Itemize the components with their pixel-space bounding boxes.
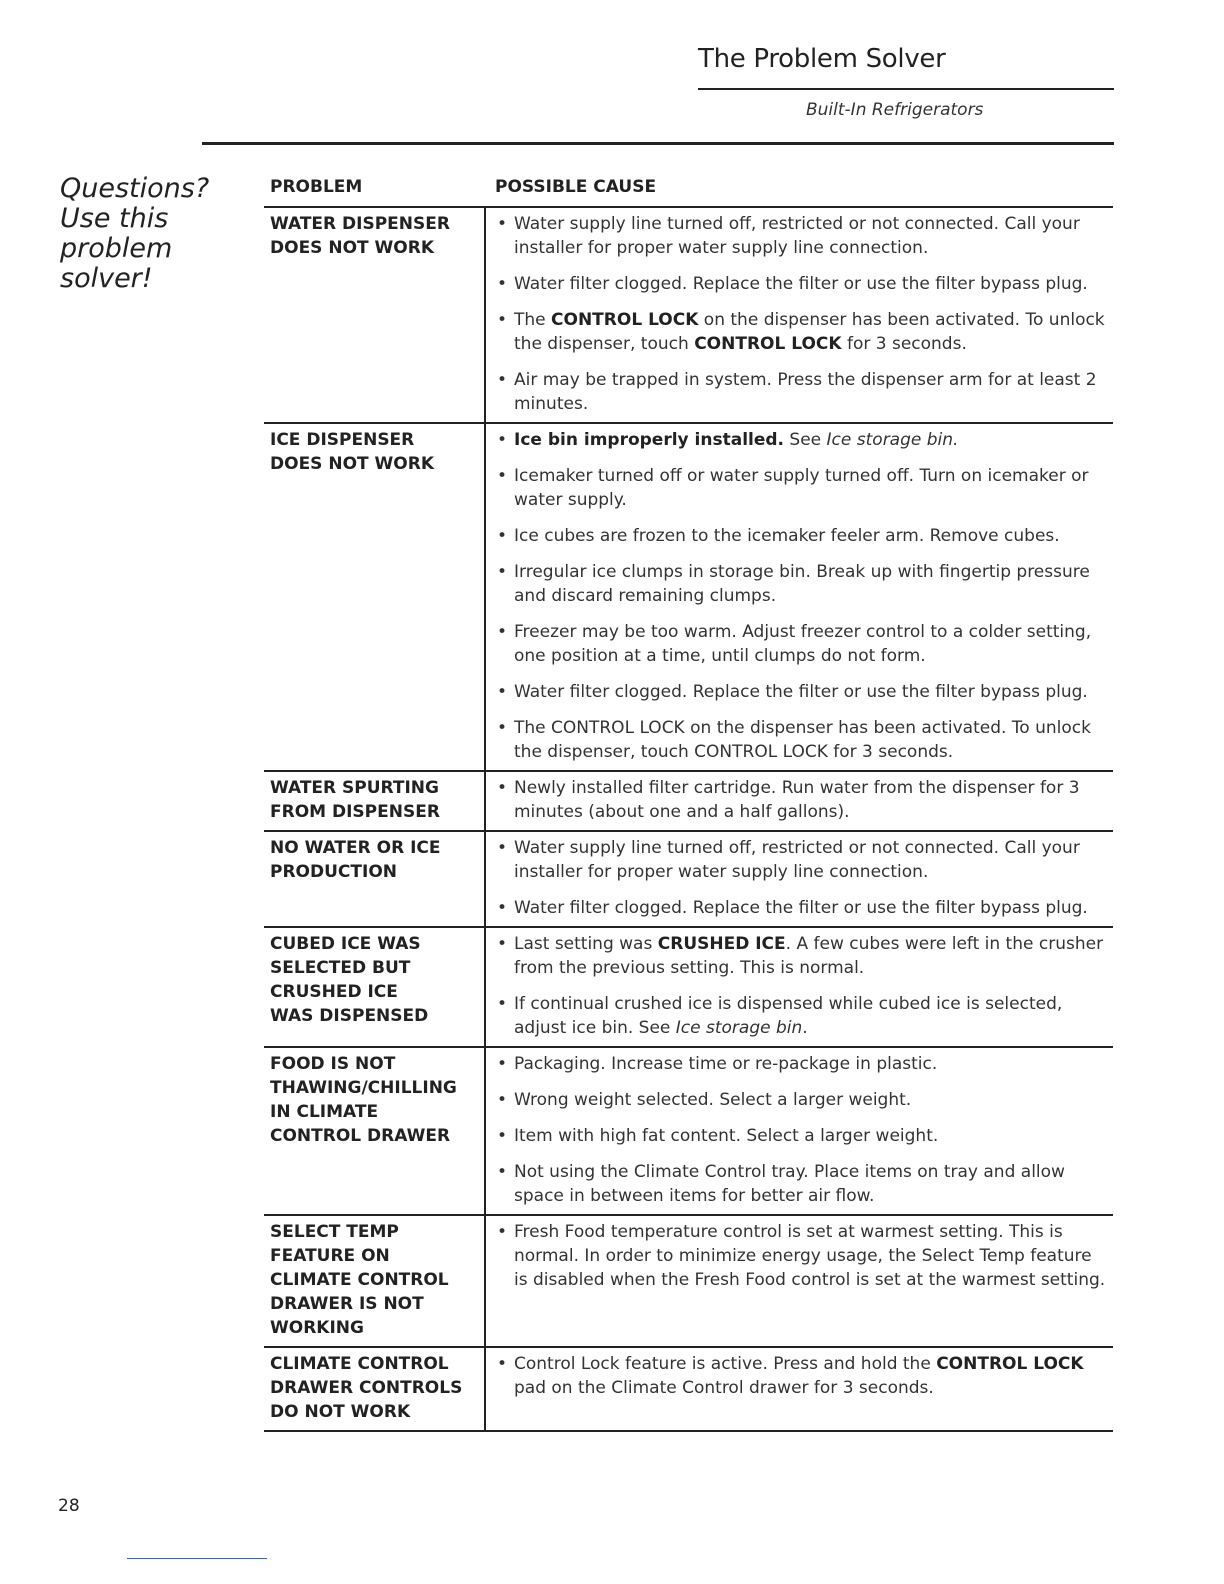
cause-cell — [486, 1348, 1113, 1430]
problem-line: CLIMATE CONTROL — [270, 1354, 449, 1374]
cause-text: Last setting was — [514, 934, 658, 954]
problem-line: WAS DISPENSED — [270, 1006, 429, 1026]
problem-line: DOES NOT WORK — [270, 238, 434, 258]
problem-line: DRAWER CONTROLS — [270, 1378, 463, 1398]
cause-bullet — [492, 620, 1107, 668]
cause-text: for 3 seconds. — [841, 334, 967, 354]
problem-line: FEATURE ON — [270, 1246, 390, 1266]
problem-solver-table — [264, 172, 1113, 1432]
cause-bullet — [492, 1352, 1107, 1400]
cause-bullet — [492, 368, 1107, 416]
cause-text: Air may be trapped in system. Press the dispenser arm for at least 2 minutes. — [514, 370, 1097, 414]
cause-bullet — [492, 680, 1107, 704]
cause-cell — [486, 1216, 1113, 1346]
table-row — [264, 1348, 1113, 1432]
problem-cell — [264, 1048, 486, 1214]
sidebar-prompt — [60, 174, 210, 294]
table-body — [264, 208, 1113, 1432]
cause-bullet — [492, 464, 1107, 512]
table-row — [264, 1048, 1113, 1216]
cause-text: CONTROL LOCK — [551, 310, 699, 330]
problem-line: SELECTED BUT — [270, 958, 411, 978]
cause-cell — [486, 832, 1113, 926]
sidebar-line: solver! — [60, 263, 153, 294]
header-rule — [202, 142, 1114, 145]
cause-text: Ice bin improperly installed. — [514, 430, 785, 450]
problem-cell — [264, 1216, 486, 1346]
cause-text: Wrong weight selected. Select a larger weight. — [514, 1090, 912, 1110]
page-title: The Problem Solver — [698, 44, 946, 74]
problem-cell — [264, 928, 486, 1046]
problem-line: SELECT TEMP — [270, 1222, 399, 1242]
cause-text: Control Lock feature is active. Press and hold the — [514, 1354, 937, 1374]
cause-bullet — [492, 1124, 1107, 1148]
cause-bullet — [492, 992, 1107, 1040]
table-row — [264, 424, 1113, 772]
page-subtitle: Built-In Refrigerators — [806, 100, 984, 120]
cause-bullet — [492, 1160, 1107, 1208]
cause-bullet — [492, 896, 1107, 920]
problem-line: DOES NOT WORK — [270, 454, 434, 474]
cause-text: pad on the Climate Control drawer for 3 seconds. — [514, 1378, 934, 1398]
cause-text: Newly installed filter cartridge. Run water from the dispenser for 3 minutes (about one and a half gallons). — [514, 778, 1080, 822]
problem-line: NO WATER OR ICE — [270, 838, 441, 858]
cause-bullet — [492, 272, 1107, 296]
cause-bullet — [492, 428, 1107, 452]
problem-line: WATER DISPENSER — [270, 214, 450, 234]
cause-bullet — [492, 1220, 1107, 1292]
problem-line: WORKING — [270, 1318, 364, 1338]
cause-text: Fresh Food temperature control is set at warmest setting. This is normal. In order to minimize energy usage, the Select Temp feature is disabled when the Fresh Food control is set at the warmest setting. — [514, 1222, 1106, 1290]
cause-text: CONTROL LOCK — [694, 334, 842, 354]
table-row — [264, 832, 1113, 928]
cause-text: Water filter clogged. Replace the filter or use the filter bypass plug. — [514, 274, 1088, 294]
cause-bullet — [492, 776, 1107, 824]
table-row — [264, 1216, 1113, 1348]
table-row — [264, 772, 1113, 832]
problem-line: CRUSHED ICE — [270, 982, 398, 1002]
cause-text: on the dispenser has been activated. To unlock the dispenser, touch — [514, 310, 1105, 354]
problem-cell — [264, 1348, 486, 1430]
table-row — [264, 208, 1113, 424]
title-rule — [698, 88, 1114, 90]
problem-cell — [264, 208, 486, 422]
cause-text: Ice storage bin — [675, 1018, 803, 1038]
cause-text: Ice storage bin. — [826, 430, 959, 450]
problem-line: THAWING/CHILLING — [270, 1078, 457, 1098]
column-header-problem: PROBLEM — [270, 177, 363, 197]
footer-line — [127, 1558, 267, 1559]
cause-text: CRUSHED ICE — [657, 934, 786, 954]
cause-text: Irregular ice clumps in storage bin. Break up with fingertip pressure and discard remaining clumps. — [514, 562, 1090, 606]
cause-text: Water filter clogged. Replace the filter or use the filter bypass plug. — [514, 682, 1088, 702]
problem-line: DO NOT WORK — [270, 1402, 411, 1422]
cause-text: Ice cubes are frozen to the icemaker feeler arm. Remove cubes. — [514, 526, 1060, 546]
problem-cell — [264, 832, 486, 926]
cause-text: . A few cubes were left in the crusher from the previous setting. This is normal. — [514, 934, 1104, 978]
cause-text: The CONTROL LOCK on the dispenser has been activated. To unlock the dispenser, touch CONTROL LOCK for 3 seconds. — [514, 718, 1091, 762]
cause-bullet — [492, 212, 1107, 260]
cause-text: Water supply line turned off, restricted or not connected. Call your installer for proper water supply line connection. — [514, 838, 1080, 882]
problem-cell — [264, 772, 486, 830]
cause-bullet — [492, 716, 1107, 764]
table-header — [264, 172, 1113, 208]
cause-text: Item with high fat content. Select a larger weight. — [514, 1126, 939, 1146]
column-header-cause: POSSIBLE CAUSE — [495, 177, 657, 197]
cause-bullet — [492, 932, 1107, 980]
cause-bullet — [492, 1052, 1107, 1076]
cause-bullet — [492, 308, 1107, 356]
sidebar-line: problem — [60, 233, 173, 264]
cause-text: CONTROL LOCK — [936, 1354, 1084, 1374]
problem-line: CUBED ICE WAS — [270, 934, 421, 954]
cause-text: Not using the Climate Control tray. Place items on tray and allow space in between items for better air flow. — [514, 1162, 1065, 1206]
problem-line: ICE DISPENSER — [270, 430, 415, 450]
cause-text: Icemaker turned off or water supply turned off. Turn on icemaker or water supply. — [514, 466, 1089, 510]
table-row — [264, 928, 1113, 1048]
problem-line: PRODUCTION — [270, 862, 397, 882]
cause-cell — [486, 208, 1113, 422]
problem-line: CLIMATE CONTROL — [270, 1270, 449, 1290]
problem-line: CONTROL DRAWER — [270, 1126, 451, 1146]
cause-cell — [486, 1048, 1113, 1214]
problem-line: IN CLIMATE — [270, 1102, 379, 1122]
cause-bullet — [492, 1088, 1107, 1112]
page-number: 28 — [58, 1496, 80, 1516]
problem-line: FOOD IS NOT — [270, 1054, 396, 1074]
problem-cell — [264, 424, 486, 770]
cause-text: Freezer may be too warm. Adjust freezer control to a colder setting, one position at a time, until clumps do not form. — [514, 622, 1092, 666]
cause-cell — [486, 928, 1113, 1046]
sidebar-line: Use this — [60, 203, 169, 234]
sidebar-line: Questions? — [60, 173, 210, 204]
cause-text: . — [802, 1018, 808, 1038]
cause-text: Water supply line turned off, restricted or not connected. Call your installer for proper water supply line connection. — [514, 214, 1080, 258]
cause-bullet — [492, 836, 1107, 884]
problem-line: FROM DISPENSER — [270, 802, 440, 822]
cause-bullet — [492, 524, 1107, 548]
cause-text: The — [514, 310, 552, 330]
cause-cell — [486, 772, 1113, 830]
cause-cell — [486, 424, 1113, 770]
problem-line: WATER SPURTING — [270, 778, 439, 798]
problem-line: DRAWER IS NOT — [270, 1294, 424, 1314]
cause-bullet — [492, 560, 1107, 608]
cause-text: Packaging. Increase time or re-package in plastic. — [514, 1054, 938, 1074]
cause-text: Water filter clogged. Replace the filter or use the filter bypass plug. — [514, 898, 1088, 918]
cause-text: If continual crushed ice is dispensed while cubed ice is selected, adjust ice bin. See — [514, 994, 1063, 1038]
cause-text: See — [784, 430, 827, 450]
